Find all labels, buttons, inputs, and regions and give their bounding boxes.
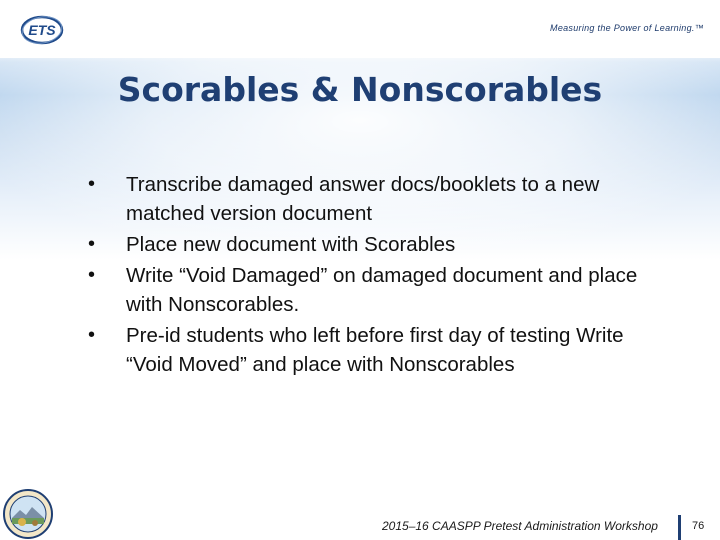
page-number: 76	[692, 520, 705, 532]
slide-title: Scorables & Nonscorables	[117, 70, 603, 109]
footer-divider	[678, 515, 681, 540]
ets-logo-icon	[20, 14, 64, 46]
bullet-text: Write “Void Damaged” on damaged document and place with Nonscorables.	[126, 264, 638, 316]
logo-text: ETS	[28, 22, 56, 38]
list-item	[88, 170, 648, 228]
california-seal-icon	[2, 488, 54, 540]
bullet-icon: •	[88, 324, 96, 346]
bullet-icon: •	[88, 173, 96, 195]
footer-workshop-label: 2015–16 CAASPP Pretest Administration Workshop	[382, 519, 658, 533]
bullet-icon: •	[88, 233, 96, 255]
bullet-text: Place new document with Scorables	[126, 233, 456, 256]
list-item	[88, 321, 648, 379]
list-item	[88, 261, 648, 319]
list-item	[88, 230, 648, 259]
bullet-text: Pre-id students who left before first day of testing Write “Void Moved” and place with Nonscorables	[126, 324, 624, 376]
bullet-list	[88, 170, 648, 381]
bullet-icon: •	[88, 264, 96, 286]
tagline: Measuring the Power of Learning.™	[550, 23, 704, 33]
bullet-text: Transcribe damaged answer docs/booklets to a new matched version document	[126, 173, 600, 225]
header-bar	[0, 0, 720, 58]
